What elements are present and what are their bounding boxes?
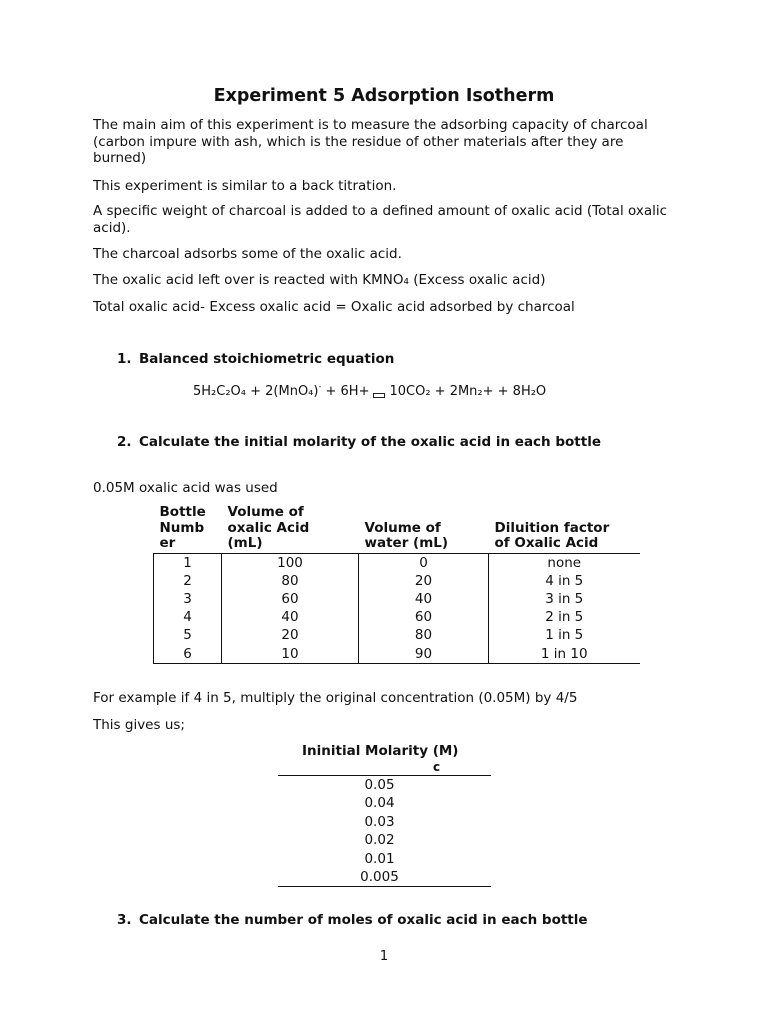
section-1-number: 1. <box>117 351 132 367</box>
section-3-number: 3. <box>117 912 132 928</box>
reaction-arrow-icon <box>373 393 385 398</box>
table-row: 6 10 90 1 in 10 <box>154 644 640 663</box>
header-water-volume: Volume of water (mL) <box>359 505 489 553</box>
header-dilution-factor: Diluition factor of Oxalic Acid <box>489 505 640 553</box>
section-2-number: 2. <box>117 434 132 450</box>
section-3-title: Calculate the number of moles of oxalic acid in each bottle <box>139 912 588 928</box>
stoichiometric-equation <box>193 382 546 399</box>
table-row: 2 80 20 4 in 5 <box>154 572 640 590</box>
intro-adsorbs: The charcoal adsorbs some of the oxalic acid. <box>93 246 402 262</box>
section-2-heading <box>117 434 601 450</box>
table-row: 4 40 60 2 in 5 <box>154 608 640 626</box>
table-row: 1 100 0 none <box>154 553 640 572</box>
list-item: 0.05 <box>364 777 395 793</box>
section-3-heading <box>117 912 588 928</box>
list-item: 0.04 <box>364 795 395 811</box>
molarity-subheader: c <box>433 760 441 774</box>
table-row: 5 20 80 1 in 5 <box>154 626 640 644</box>
intro-back-titration: This experiment is similar to a back titration. <box>93 178 397 194</box>
dilution-table <box>153 505 640 664</box>
equation-mid: + 6H+ <box>321 384 370 399</box>
header-oxalic-volume: Volume of oxalic Acid (mL) <box>222 505 359 553</box>
equation-superscript: - <box>318 382 322 391</box>
equation-right: 10CO₂ + 2Mn₂+ + 8H₂O <box>389 384 547 399</box>
list-item: 0.01 <box>364 851 395 867</box>
header-bottle-number: Bottle Numb er <box>154 505 222 553</box>
molarity-top-rule <box>278 775 491 776</box>
table-row: 3 60 40 3 in 5 <box>154 590 640 608</box>
intro-aim: The main aim of this experiment is to measure the adsorbing capacity of charcoal (carbon impure with ash, which is the residue of other materials after they are burned) <box>93 117 648 166</box>
section-2-title: Calculate the initial molarity of the oxalic acid in each bottle <box>139 434 601 450</box>
intro-charcoal-added: A specific weight of charcoal is added to a defined amount of oxalic acid (Total oxalic acid). <box>93 203 668 236</box>
oxalic-note: 0.05M oxalic acid was used <box>93 480 278 496</box>
equation-left: 5H₂C₂O₄ + 2(MnO₄) <box>193 384 319 399</box>
intro-left-over: The oxalic acid left over is reacted with KMNO₄ (Excess oxalic acid) <box>93 272 546 288</box>
dilution-header-row <box>154 505 640 553</box>
section-1-title: Balanced stoichiometric equation <box>139 351 395 367</box>
gives-text: This gives us; <box>93 717 185 733</box>
intro-formula: Total oxalic acid- Excess oxalic acid = Oxalic acid adsorbed by charcoal <box>93 299 575 315</box>
list-item: 0.02 <box>364 832 395 848</box>
molarity-bottom-rule <box>278 886 491 887</box>
page-number: 1 <box>379 949 389 964</box>
section-1-heading <box>117 351 394 367</box>
document-title: Experiment 5 Adsorption Isotherm <box>213 86 555 106</box>
list-item: 0.03 <box>364 814 395 830</box>
list-item: 0.005 <box>360 869 399 885</box>
molarity-header-label: Ininitial Molarity (M) <box>302 743 459 759</box>
example-text: For example if 4 in 5, multiply the original concentration (0.05M) by 4/5 <box>93 690 578 706</box>
